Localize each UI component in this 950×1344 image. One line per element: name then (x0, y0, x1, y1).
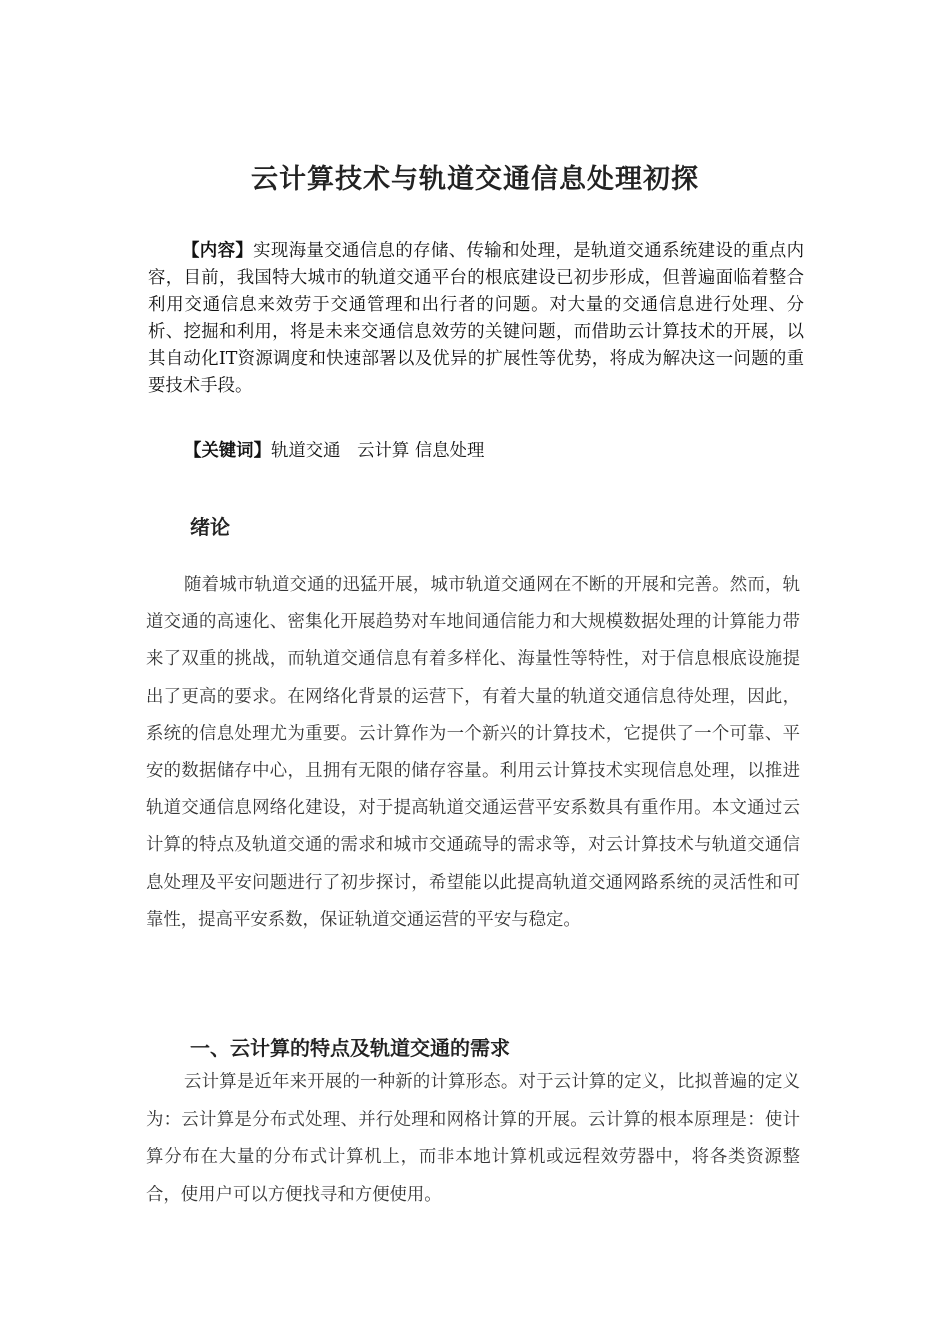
keywords-line (184, 438, 484, 465)
keywords-label: 【关键词】 (184, 441, 271, 461)
abstract-paragraph (148, 238, 804, 400)
intro-heading: 绪论 (190, 515, 230, 539)
abstract-label: 【内容】 (182, 241, 254, 261)
abstract-text: 实现海量交通信息的存储、传输和处理，是轨道交通系统建设的重点内容，目前，我国特大城市的轨道交通平台的根底建设已初步形成，但普遍面临着整合利用交通信息来效劳于交通管理和出行者的问题。对大量的交通信息进行处理、分析、挖掘和利用，将是未来交通信息效劳的关键问题，而借助云计算技术的开展，以其自动化IT资源调度和快速部署以及优异的扩展性等优势，将成为解决这一问题的重要技术手段。 (148, 241, 804, 396)
keywords-text: 轨道交通 云计算 信息处理 (270, 441, 485, 461)
section1-paragraph: 云计算是近年来开展的一种新的计算形态。对于云计算的定义，比拟普遍的定义为：云计算是分布式处理、并行处理和网格计算的开展。云计算的根本原理是：使计算分布在大量的分布式计算机上，而非本地计算机或远程效劳器中，将各类资源整合，使用户可以方便找寻和方便使用。 (146, 1072, 800, 1205)
section1-heading: 一、云计算的特点及轨道交通的需求 (190, 1036, 510, 1060)
document-title: 云计算技术与轨道交通信息处理初探 (251, 164, 699, 195)
intro-paragraph: 随着城市轨道交通的迅猛开展，城市轨道交通网在不断的开展和完善。然而，轨道交通的高速化、密集化开展趋势对车地间通信能力和大规模数据处理的计算能力带来了双重的挑战，而轨道交通信息有着多样化、海量性等特性，对于信息根底设施提出了更高的要求。在网络化背景的运营下，有着大量的轨道交通信息待处理，因此，系统的信息处理尤为重要。云计算作为一个新兴的计算技术，它提供了一个可靠、平安的数据储存中心，且拥有无限的储存容量。利用云计算技术实现信息处理，以推进轨道交通信息网络化建设，对于提高轨道交通运营平安系数具有重作用。本文通过云计算的特点及轨道交通的需求和城市交通疏导的需求等，对云计算技术与轨道交通信息处理及平安问题进行了初步探讨，希望能以此提高轨道交通网路系统的灵活性和可靠性，提高平安系数，保证轨道交通运营的平安与稳定。 (146, 575, 800, 930)
